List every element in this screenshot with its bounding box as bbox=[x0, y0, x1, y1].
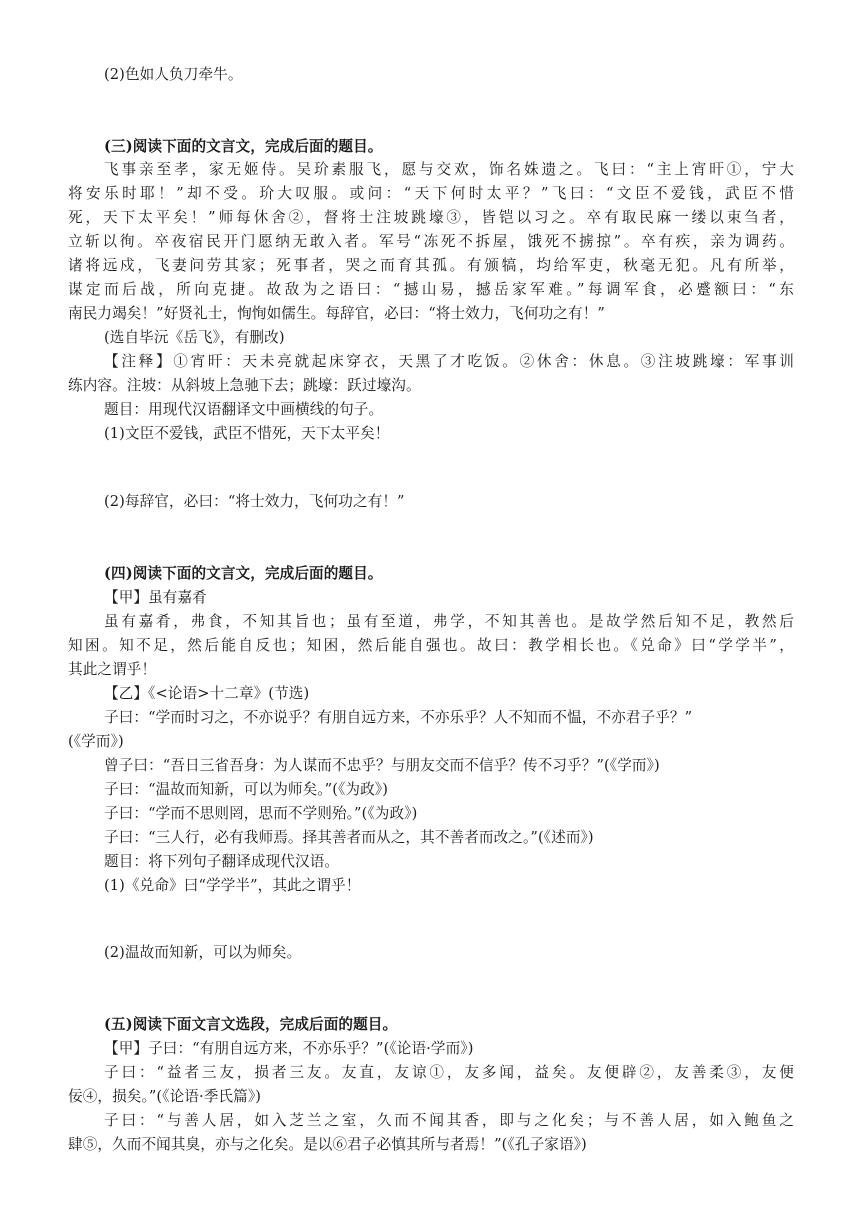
part5-heading: (五)阅读下面文言文选段，完成后面的题目。 bbox=[104, 1016, 398, 1033]
part4-jia-title: 【甲】虽有嘉肴 bbox=[104, 589, 207, 606]
part4-yi-line: 曾子曰：“吾日三省吾身：为人谋而不忠乎？与朋友交而不信乎？传不习乎？”(《学而》) bbox=[104, 757, 660, 774]
part5-line: 【甲】子曰：“有朋自远方来，不亦乐乎？”(《论语·学而》) bbox=[104, 1040, 474, 1057]
part4-yi-line: 子曰：“三人行，必有我师焉。择其善者而从之，其不善者而改之。”(《述而》) bbox=[104, 829, 594, 846]
part3-heading: (三)阅读下面的文言文，完成后面的题目。 bbox=[104, 138, 383, 155]
part4-yi-title: 【乙】《<论语>十二章》(节选) bbox=[104, 685, 310, 702]
part5-line: 佞④，损矣。”(《论语·季氏篇》) bbox=[68, 1088, 262, 1105]
part3-passage-line: 谋定而后战，所向克捷。故敌为之语曰：“撼山易，撼岳家军难。”每调军食，必蹙额曰：“东 bbox=[68, 281, 794, 298]
part3-passage-line: 南民力竭矣！”好贤礼士，恂恂如儒生。每辞官，必曰：“将士效力，飞何功之有！” bbox=[68, 305, 605, 322]
part4-jia-line: 知困。知不足，然后能自反也；知困，然后能自强也。故曰：教学相长也。《兑命》曰“学学半”， bbox=[68, 637, 794, 654]
part5-line: 子曰：“与善人居，如入芝兰之室，久而不闻其香，即与之化矣；与不善人居，如入鲍鱼之 bbox=[104, 1112, 794, 1129]
part4-yi-line: 子曰：“学而不思则罔，思而不学则殆。”(《为政》) bbox=[104, 805, 418, 822]
part4-task: 题目：将下列句子翻译成现代汉语。 bbox=[104, 853, 340, 870]
part3-item-1: (1)文臣不爱钱，武臣不惜死，天下太平矣！ bbox=[104, 425, 390, 442]
part4-item-2: (2)温故而知新，可以为师矣。 bbox=[104, 944, 302, 961]
part2-item-2: (2)色如人负刀牵牛。 bbox=[104, 66, 243, 83]
part4-yi-line: (《学而》) bbox=[68, 733, 124, 750]
part4-jia-line: 虽有嘉肴，弗食，不知其旨也；虽有至道，弗学，不知其善也。是故学然后知不足，教然后 bbox=[104, 613, 794, 630]
part3-passage-line: 诸将远戍，飞妻问劳其家；死事者，哭之而育其孤。有颁犒，均给军吏，秋毫无犯。凡有所举， bbox=[68, 257, 794, 274]
part3-passage-line: 飞事亲至孝，家无姬侍。吴玠素服飞，愿与交欢，饰名姝遗之。飞曰：“主上宵旰①，宁大 bbox=[104, 161, 794, 178]
part4-jia-line: 其此之谓乎！ bbox=[68, 661, 157, 678]
part4-yi-line: 子曰：“学而时习之，不亦说乎？有朋自远方来，不亦乐乎？人不知而不愠，不亦君子乎？” bbox=[104, 709, 693, 726]
part3-notes: 练内容。注坡：从斜坡上急驰下去；跳壕：跃过壕沟。 bbox=[68, 377, 421, 394]
part3-notes: 【注释】①宵旰：天未亮就起床穿衣，天黑了才吃饭。②休舍：休息。③注坡跳壕：军事训 bbox=[104, 353, 794, 370]
part3-passage-line: 死，天下太平矣！”师每休舍②，督将士注坡跳壕③，皆铠以习之。卒有取民麻一缕以束刍者， bbox=[68, 209, 794, 226]
part4-item-1: (1)《兑命》曰“学学半”，其此之谓乎！ bbox=[104, 877, 361, 894]
part3-task: 题目：用现代汉语翻译文中画横线的句子。 bbox=[104, 401, 384, 418]
part3-passage-line: 立斩以徇。卒夜宿民开门愿纳无敢入者。军号“冻死不拆屋，饿死不掳掠”。卒有疾，亲为调药。 bbox=[68, 233, 794, 250]
part5-line: 肆⑤，久而不闻其臭，亦与之化矣。是以⑥君子必慎其所与者焉！”(《孔子家语》) bbox=[68, 1136, 587, 1153]
part5-line: 子曰：“益者三友，损者三友。友直，友谅①，友多闻，益矣。友便辟②，友善柔③，友便 bbox=[104, 1064, 794, 1081]
part3-source: (选自毕沅《岳飞》，有删改) bbox=[104, 329, 285, 346]
part3-item-2: (2)每辞官，必曰：“将士效力，飞何功之有！” bbox=[104, 493, 405, 510]
part3-passage-line: 将安乐时耶！”却不受。玠大叹服。或问：“天下何时太平？”飞曰：“文臣不爱钱，武臣不惜 bbox=[68, 185, 794, 202]
part4-heading: (四)阅读下面的文言文，完成后面的题目。 bbox=[104, 565, 383, 582]
part4-yi-line: 子曰：“温故而知新，可以为师矣。”(《为政》) bbox=[104, 781, 388, 798]
